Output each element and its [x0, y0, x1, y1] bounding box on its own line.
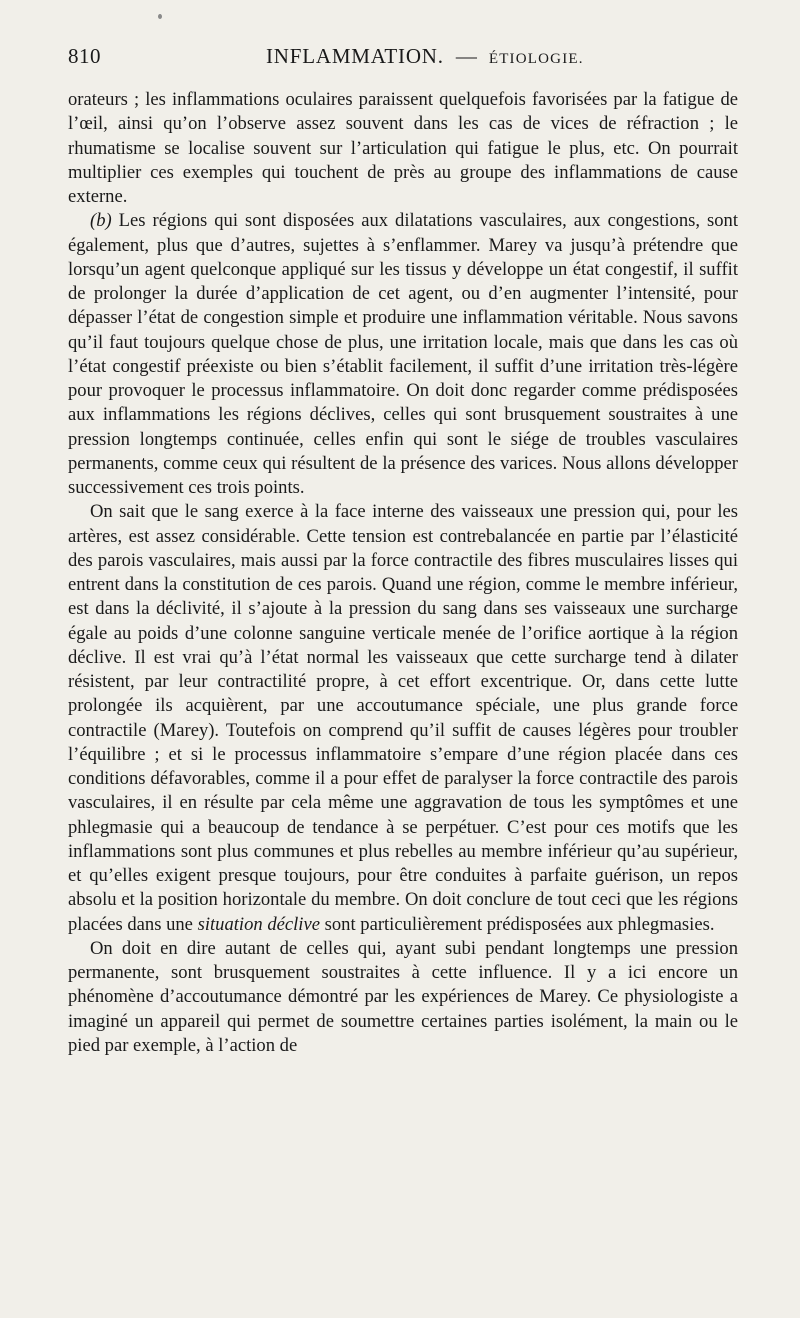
title-separator: — — [455, 44, 477, 68]
running-title: INFLAMMATION. — [266, 44, 444, 68]
section-title: ÉTIOLOGIE. — [488, 51, 584, 67]
paragraph-pression-sang — [68, 500, 738, 937]
ink-speck — [158, 14, 162, 19]
list-label-b: (b) — [90, 210, 112, 232]
page-body — [68, 88, 738, 1058]
page-header — [68, 44, 738, 78]
paragraph-pression-permanente — [68, 937, 738, 1058]
paragraph-text: On doit en dire autant de celles qui, ayant subi pendant longtemps une pression permanente, sont brusquement soustraites à cette influence. Il y a ici encore un phénomène d’accoutumance démontré par les expériences de Marey. Ce physiologiste a imaginé un appareil qui permet de soumettre certaines parties isolément, la main ou le pied par exemple, à l’action de — [68, 937, 738, 1056]
paragraph-text: orateurs ; les inflammations oculaires paraissent quelquefois favorisées par la fatigue de l’œil, ainsi qu’on l’observe assez souvent dans les cas de vices de réfraction ; le rhumatisme se localise souvent sur l’articulation qui fatigue le plus, etc. On pourrait multiplier ces exemples qui touchent de près au groupe des inflammations de cause externe. — [68, 89, 738, 207]
paragraph-text: Les régions qui sont disposées aux dilatations vasculaires, aux congestions, sont également, plus que d’autres, sujettes à s’enflammer. Marey va jusqu’à prétendre que lorsqu’un agent quelconque appliqué sur les tissus y développe un état congestif, il suffit de prolonger la durée d’application de cet agent, ou d’en augmenter l’intensité, pour dépasser l’état de congestion simple et produire une inflammation véritable. Nous savons qu’il faut toujours quelque chose de plus, une irritation locale, mais que dans les cas où l’état congestif préexiste ou bien s’établit facilement, il suffit d’une irritation très-légère pour provoquer le processus inflammatoire. On doit donc regarder comme prédisposées aux inflammations les régions déclives, celles qui sont brusquement soustraites à une pression longtemps continuée, celles enfin qui sont le siége de troubles vasculaires permanents, comme ceux qui résultent de la présence des varices. Nous allons développer successivement ces trois points. — [68, 210, 738, 498]
paragraph-text: sont particulièrement prédisposées aux phlegmasies. — [319, 913, 715, 935]
paragraph-b-regions — [68, 209, 738, 500]
emphasized-term: situation déclive — [197, 913, 320, 935]
paragraph-text: On sait que le sang exerce à la face interne des vaisseaux une pression qui, pour les artères, est assez considérable. Cette tension est contrebalancée en partie par l’élasticité des parois vasculaires, mais aussi par la force contractile des fibres musculaires lisses qui entrent dans la constitution de ces parois. Quand une région, comme le membre inférieur, est dans la déclivité, il s’ajoute à la pression du sang dans ses vaisseaux une surcharge égale au poids d’une colonne sanguine verticale menée de l’orifice aortique à la région déclive. Il est vrai qu’à l’état normal les vaisseaux que cette surcharge tend à dilater résistent, par leur contractilité propre, à cet effort excentrique. Or, dans cette lutte prolongée ils acquièrent, par une accoutumance spéciale, une plus grande force contractile (Marey). Toutefois on comprend qu’il suffit de causes légères pour troubler l’équilibre ; et si le processus inflammatoire s’empare d’une région placée dans ces conditions défavorables, comme il a pour effet de paralyser la force contractile des parois vasculaires, il en résulte par cela même une aggravation de tous les symptômes et une phlegmasie qui a beaucoup de tendance à se perpétuer. C’est pour ces motifs que les inflammations sont plus communes et plus rebelles au membre inférieur qu’au supérieur, et qu’elles exigent presque toujours, pour être conduites à parfaite guérison, un repos absolu et la position horizontale du membre. On doit conclure de tout ceci que les régions placées dans une — [68, 501, 738, 935]
paragraph-continuation — [68, 88, 738, 209]
page-number: 810 — [68, 44, 101, 68]
